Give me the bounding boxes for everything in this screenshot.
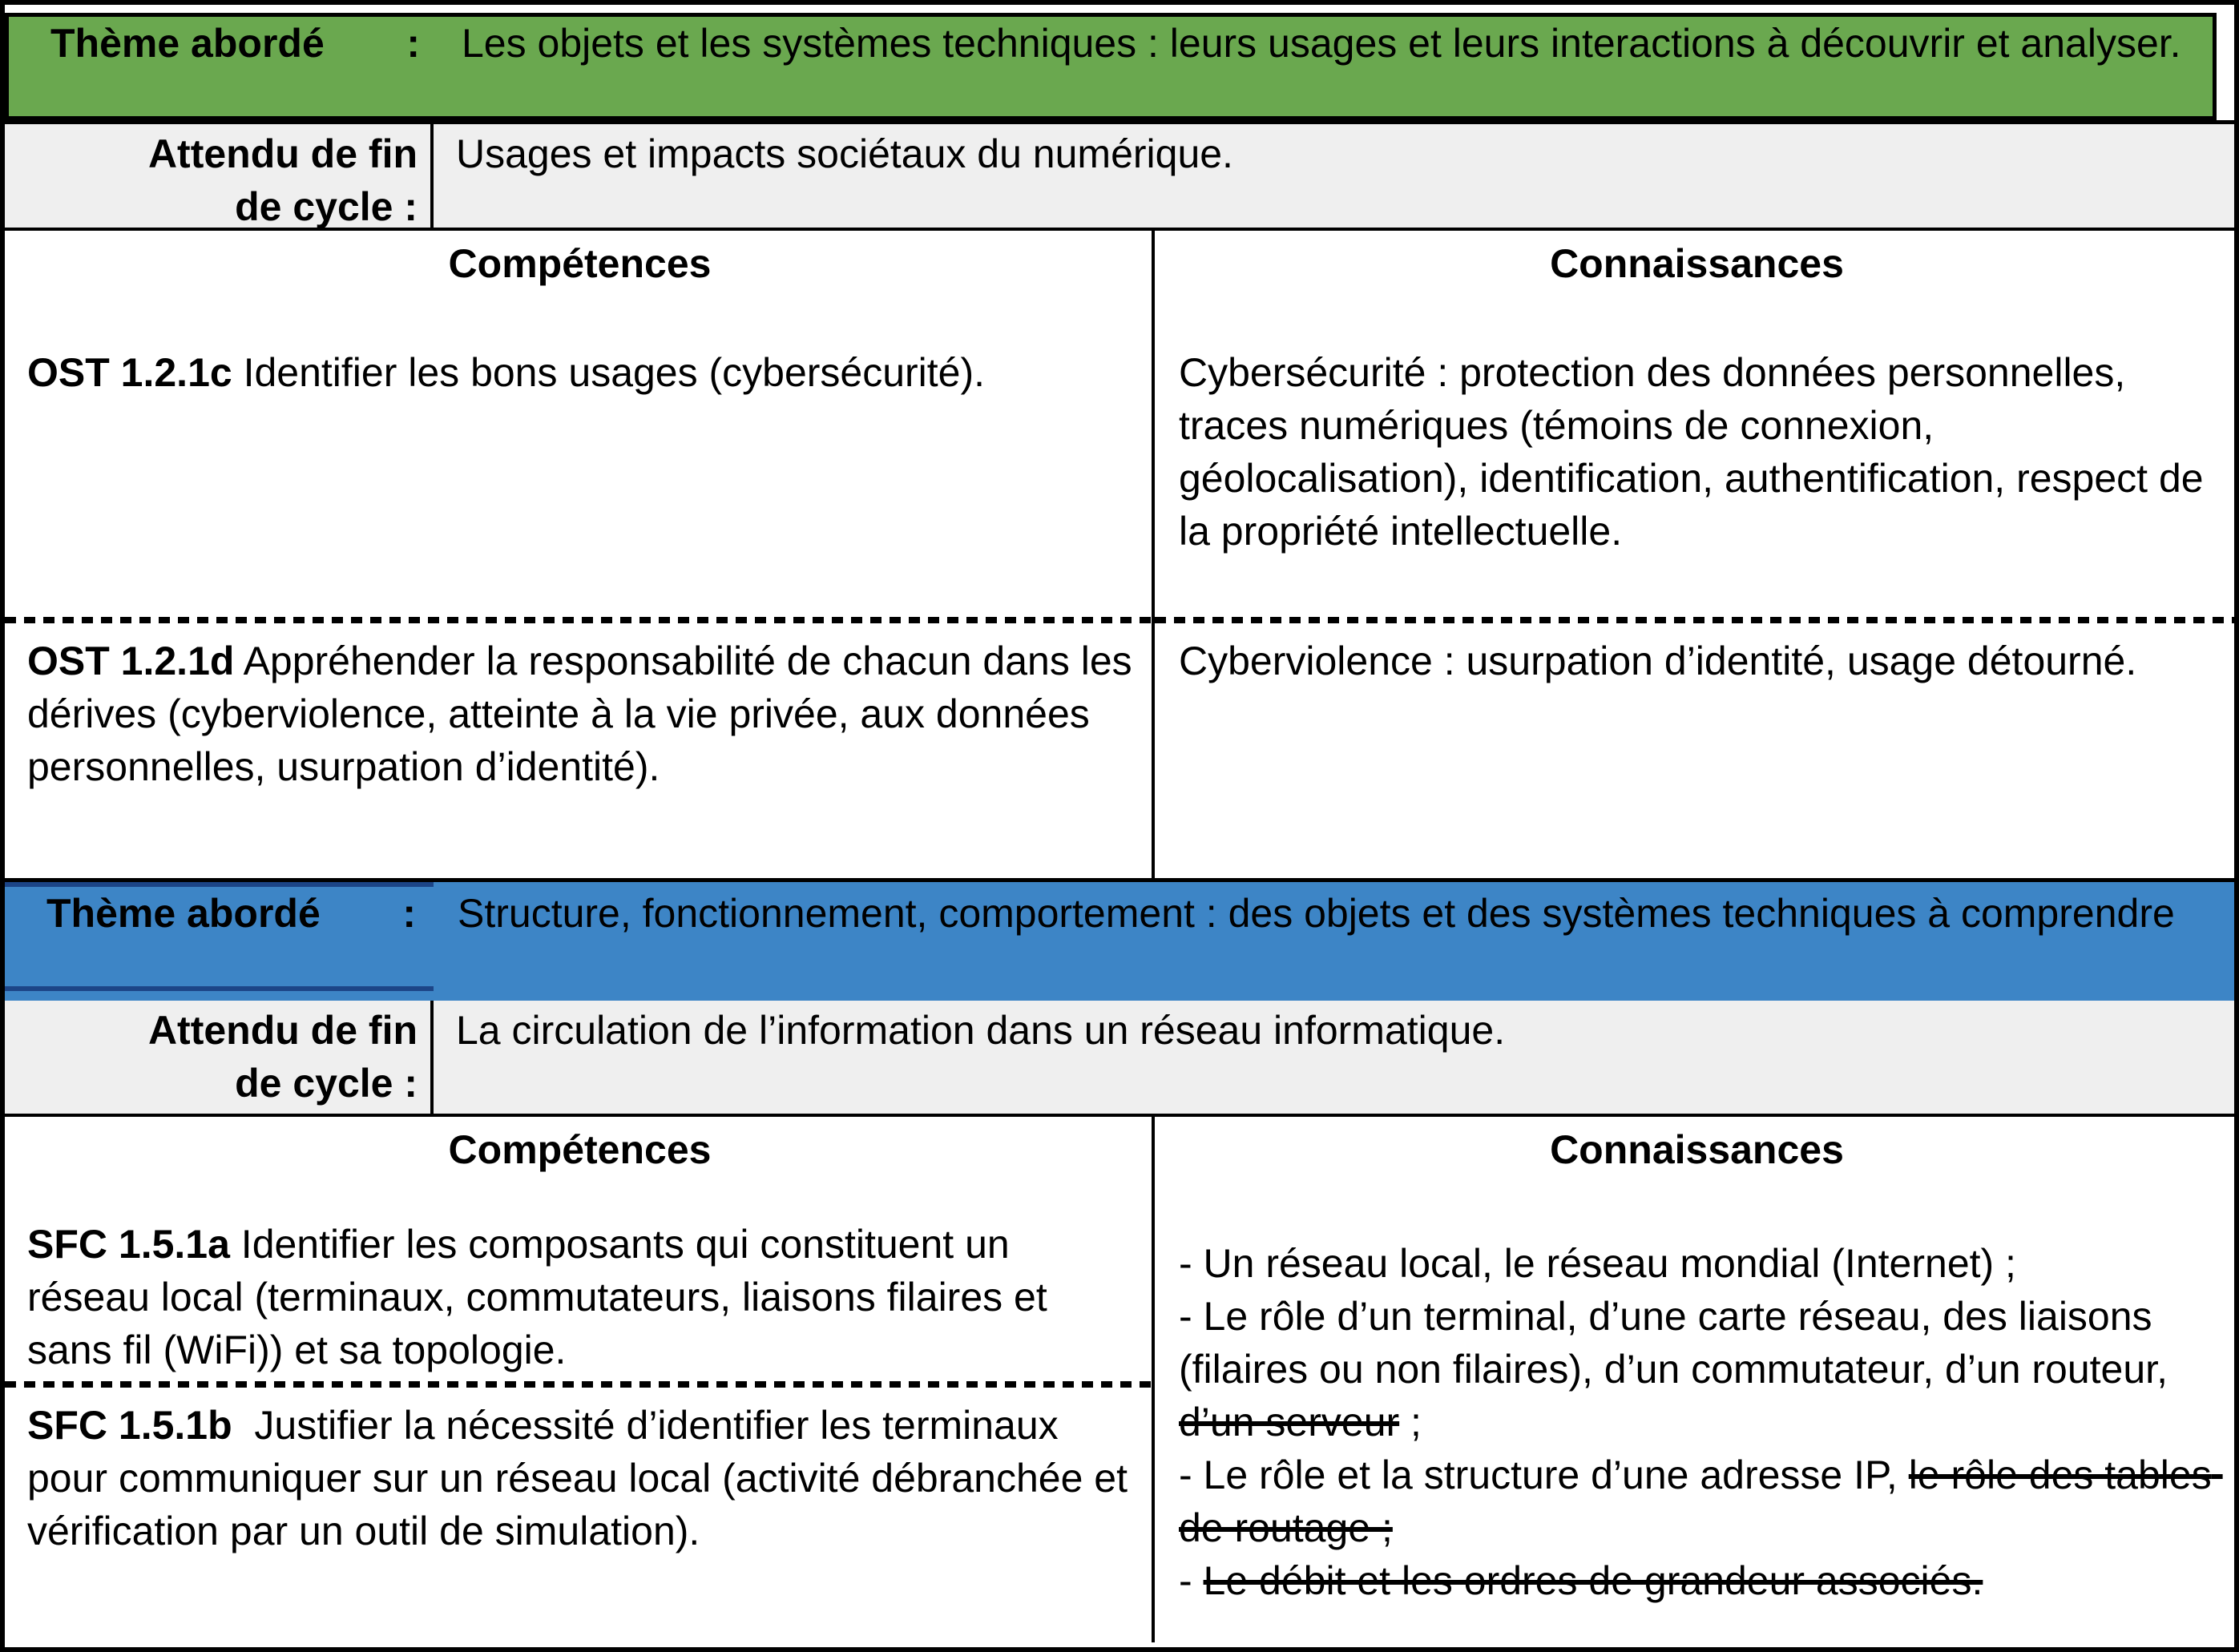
attendu-row-1	[5, 120, 2234, 231]
competence-cell-sfc151b	[5, 1388, 1152, 1642]
attendu-1-text: Usages et impacts sociétaux du numérique.	[456, 131, 1233, 176]
competence-cell-sfc151a	[5, 1117, 1152, 1381]
competence-text-ost121d: OST 1.2.1d Appréhender la responsabilité de chacun dans les dérives (cyberviolence, atteinte à la vie privée, aux données personnelles, usurpation d’identité).	[27, 639, 1144, 789]
attendu-2-text: La circulation de l’information dans un réseau informatique.	[456, 1008, 1506, 1053]
section-1-competences-column	[5, 231, 1152, 878]
section-2-competences-column	[5, 1117, 1152, 1642]
competences-header-2: Compétences	[448, 1127, 712, 1172]
attendu-1-label-line2: de cycle :	[235, 184, 418, 229]
competence-text-sfc151a: SFC 1.5.1a Identifier les composants qui constituent un réseau local (terminaux, commutateurs, liaisons filaires et sans fil (WiFi)) et sa topologie.	[27, 1222, 1059, 1372]
theme-row-2	[5, 882, 2234, 1001]
knowledge-list	[1179, 1237, 2223, 1607]
attendu-1-label	[5, 124, 434, 228]
connaissance-cell-2	[1155, 623, 2234, 878]
connaissance-text-cyberviolence: Cyberviolence : usurpation d’identité, usage détourné.	[1179, 639, 2137, 683]
theme-1-label: Thème abordé	[50, 21, 325, 66]
attendu-2-label	[5, 1001, 434, 1114]
attendu-row-2	[5, 1001, 2234, 1117]
dashed-divider-left-1	[5, 617, 1152, 623]
connaissances-header-2: Connaissances	[1550, 1127, 1844, 1172]
knowledge-item-3: - Le rôle et la structure d’une adresse IP, le rôle des tables de routage ;	[1179, 1453, 2223, 1550]
theme-1-text: Les objets et les systèmes techniques : leurs usages et leurs interactions à découvrir et analyser.	[462, 21, 2181, 66]
connaissance-cell-1	[1155, 231, 2234, 617]
dashed-divider-right-1	[1155, 617, 2234, 623]
connaissance-cell-reseau	[1155, 1117, 2234, 1642]
competence-text-ost121c: OST 1.2.1c Identifier les bons usages (cybersécurité).	[27, 350, 986, 395]
section-1-connaissances-column	[1152, 231, 2234, 878]
theme-2-label-cell	[5, 882, 434, 991]
knowledge-item-1: - Un réseau local, le réseau mondial (Internet) ;	[1179, 1241, 2016, 1286]
dashed-divider-left-2	[5, 1381, 1152, 1388]
theme-2-text: Structure, fonctionnement, comportement : des objets et des systèmes techniques à comprendre	[458, 891, 2175, 936]
attendu-2-label-line2: de cycle :	[235, 1061, 418, 1106]
section-2	[5, 1117, 2234, 1642]
section-1	[5, 231, 2234, 882]
knowledge-item-4: - Le débit et les ordres de grandeur associés.	[1179, 1558, 1983, 1603]
theme-1-label-cell	[9, 17, 438, 116]
connaissances-header-1: Connaissances	[1550, 241, 1844, 286]
theme-2-label: Thème abordé	[46, 891, 321, 936]
connaissance-text-cybersecurite: Cybersécurité : protection des données personnelles, traces numériques (témoins de connexion, géolocalisation), identification, authentification, respect de la propriété intellectuelle.	[1179, 350, 2215, 554]
theme-2-colon: :	[402, 891, 416, 936]
competence-cell-1	[5, 231, 1152, 617]
section-2-connaissances-column	[1152, 1117, 2234, 1642]
theme-1-colon: :	[406, 21, 420, 66]
competence-text-sfc151b: SFC 1.5.1b Justifier la nécessité d’identifier les terminaux pour communiquer sur un réseau local (activité débranchée et vérification par un outil de simulation).	[27, 1403, 1139, 1553]
competence-cell-2	[5, 623, 1152, 878]
attendu-2-label-line1: Attendu de fin	[147, 1008, 418, 1053]
attendu-1-label-line1: Attendu de fin	[147, 131, 418, 176]
competences-header-1: Compétences	[448, 241, 712, 286]
theme-row-1	[5, 13, 2217, 120]
knowledge-item-2: - Le rôle d’un terminal, d’une carte réseau, des liaisons (filaires ou non filaires), d’un commutateur, d’un routeur, d’un serveur ;	[1179, 1294, 2179, 1444]
